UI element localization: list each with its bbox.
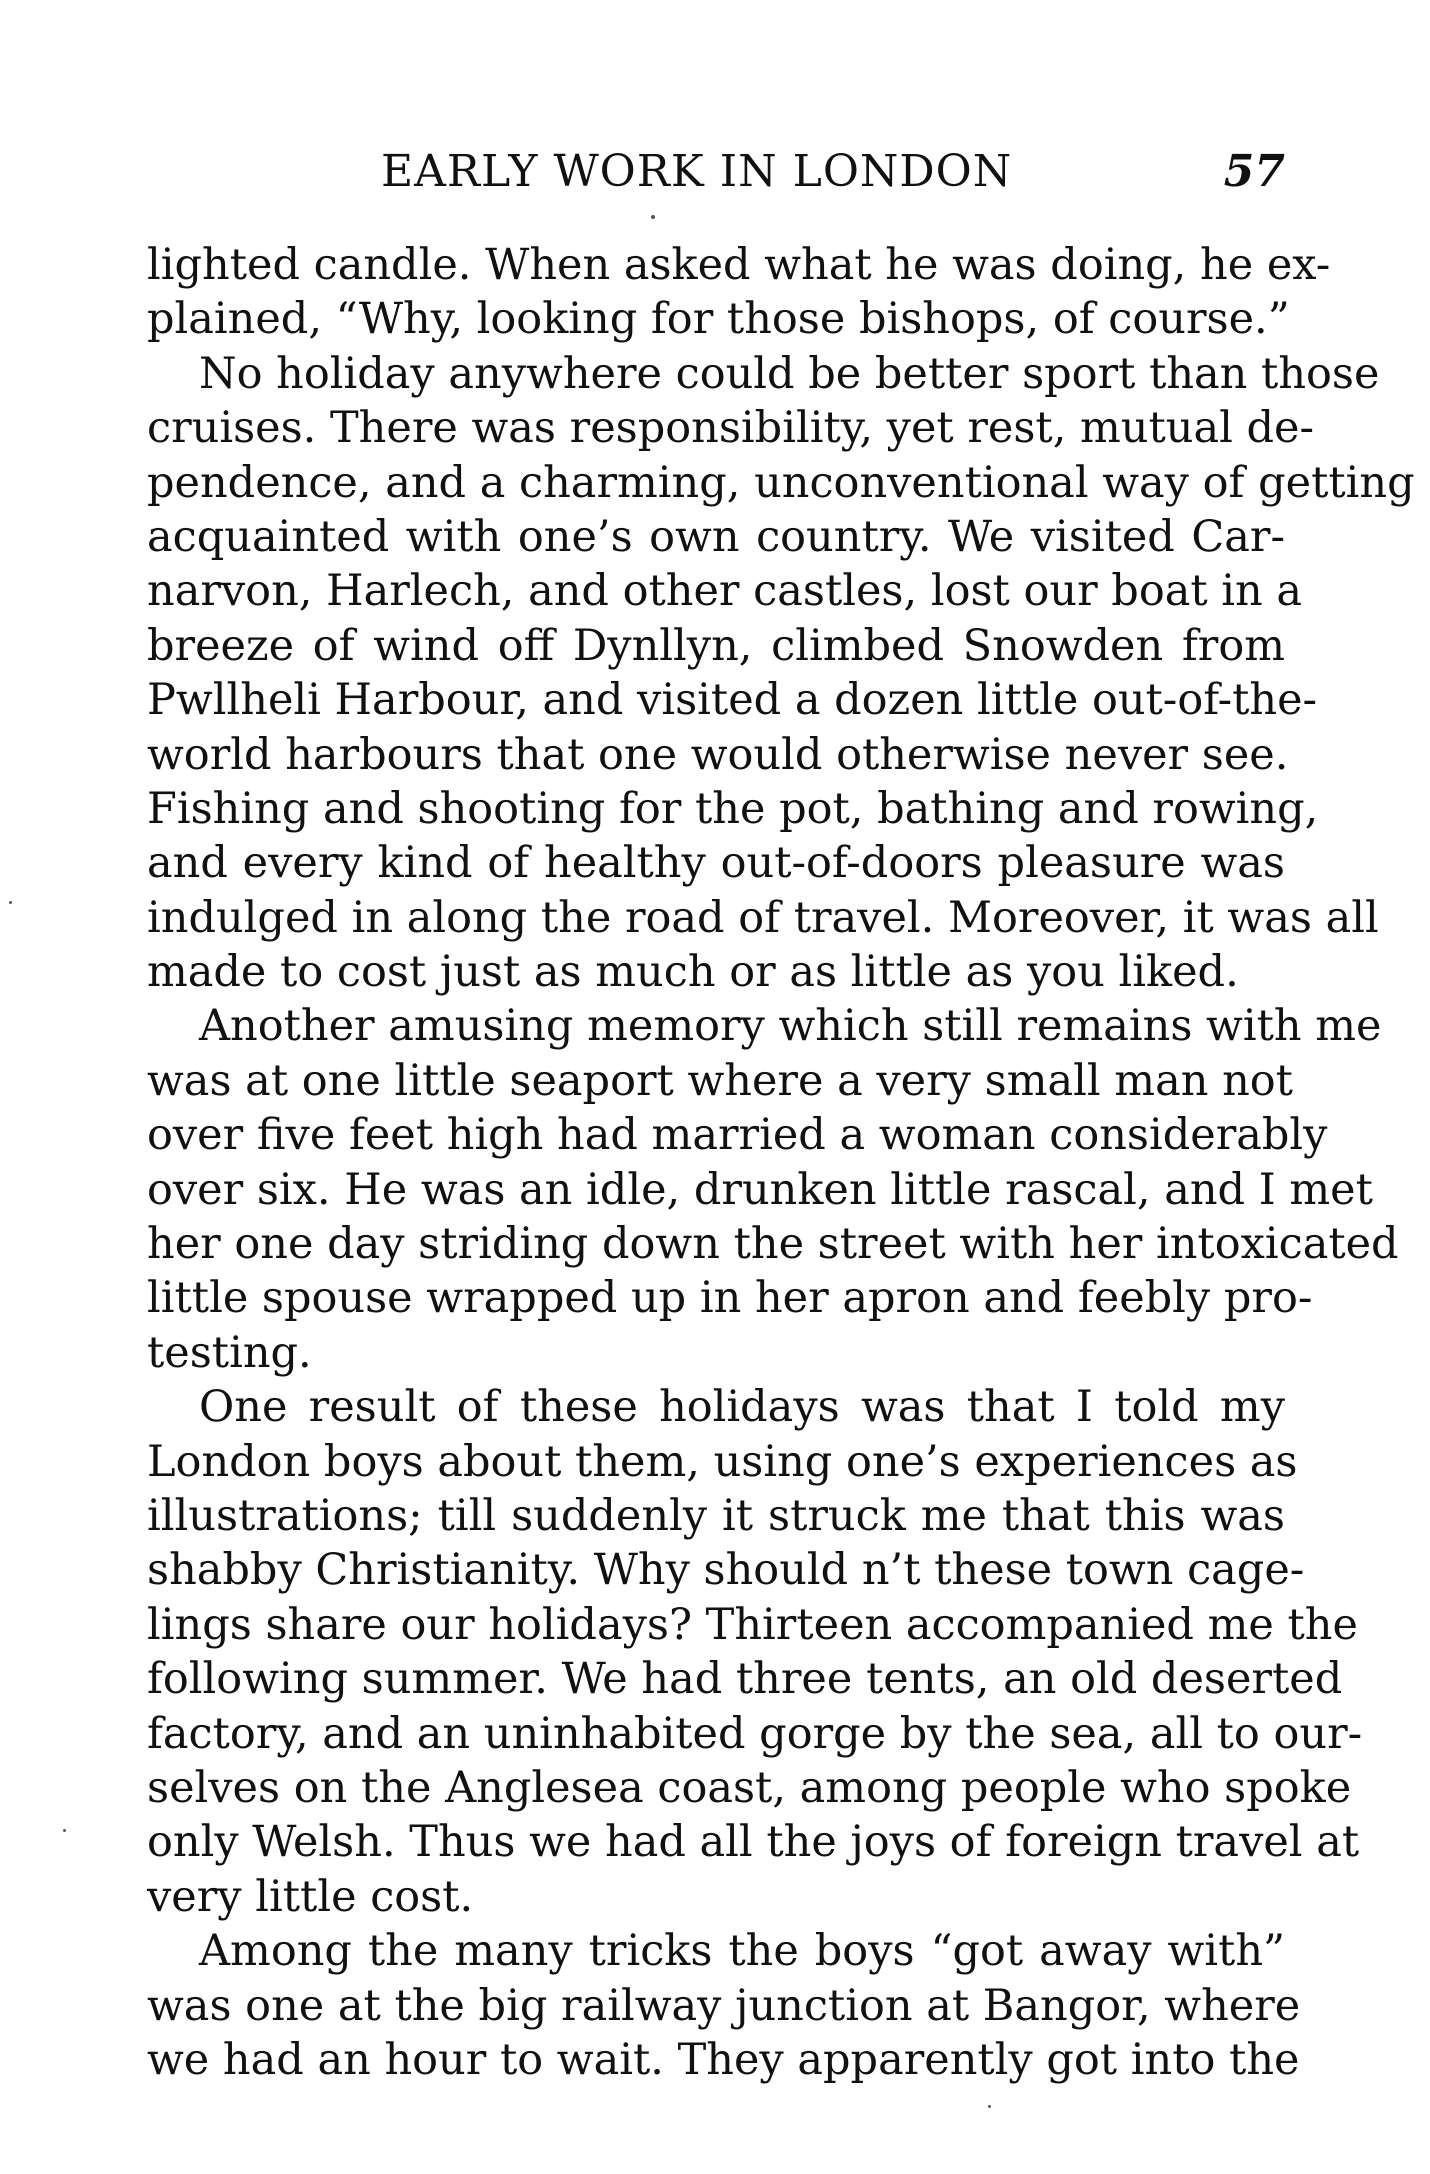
scan-speck <box>988 2105 991 2108</box>
text-line: factory, and an uninhabited gorge by the sea, all to our- <box>147 1708 1363 1759</box>
text-line: plained, “Why, looking for those bishops, of course.” <box>147 294 1290 345</box>
text-line: lighted candle. When asked what he was doing, he ex- <box>147 240 1331 290</box>
text-line: was one at the big railway junction at Bangor, where <box>147 1980 1301 2031</box>
text-line: world harbours that one would otherwise never see. <box>147 729 1289 780</box>
text-line: shabby Christianity. Why should n’t these town cage- <box>147 1545 1305 1596</box>
text-line: testing. <box>147 1327 312 1378</box>
text-line: pendence, and a charming, unconventional way of getting <box>147 457 1415 508</box>
text-line: we had an hour to wait. They apparently got into the <box>147 2034 1300 2085</box>
text-line: was at one little seaport where a very small man not <box>147 1055 1293 1106</box>
text-line: London boys about them, using one’s experiences as <box>147 1436 1298 1487</box>
page-number: 57 <box>1223 146 1285 197</box>
text-line: her one day striding down the street with her intoxicated <box>147 1219 1399 1270</box>
text-line: No holiday anywhere could be better sport than those <box>199 348 1380 399</box>
text-line: and every kind of healthy out-of-doors pleasure was <box>147 838 1285 889</box>
text-line: only Welsh. Thus we had all the joys of foreign travel at <box>147 1817 1360 1868</box>
text-line: acquainted with one’s own country. We visited Car- <box>147 511 1285 562</box>
text-line: selves on the Anglesea coast, among people who spoke <box>147 1762 1352 1813</box>
text-line: Among the many tricks the boys “got away with” <box>199 1926 1285 1977</box>
text-line: over five feet high had married a woman considerably <box>147 1110 1328 1161</box>
text-line: indulged in along the road of travel. Moreover, it was all <box>147 892 1379 943</box>
scan-speck <box>9 901 12 904</box>
body-text <box>147 238 1415 2087</box>
running-head <box>147 146 1285 206</box>
text-line: made to cost just as much or as little as you liked. <box>147 947 1239 998</box>
text-line: following summer. We had three tents, an old deserted <box>147 1654 1343 1705</box>
text-line: cruises. There was responsibility, yet rest, mutual de- <box>147 403 1315 454</box>
text-line: little spouse wrapped up in her apron and feebly pro- <box>147 1273 1313 1324</box>
text-line: Another amusing memory which still remains with me <box>199 1001 1382 1052</box>
scan-speck <box>651 215 655 219</box>
text-line: illustrations; till suddenly it struck me that this was <box>147 1490 1285 1541</box>
text-line: over six. He was an idle, drunken little rascal, and I met <box>147 1164 1373 1215</box>
running-title: EARLY WORK IN LONDON <box>381 146 1013 197</box>
scan-speck <box>63 1829 66 1832</box>
text-line: lings share our holidays? Thirteen accompanied me the <box>147 1599 1358 1650</box>
text-line: breeze of wind off Dynllyn, climbed Snowden from <box>147 620 1285 671</box>
text-line: Fishing and shooting for the pot, bathing and rowing, <box>147 783 1319 834</box>
text-line: very little cost. <box>147 1871 474 1922</box>
text-line: narvon, Harlech, and other castles, lost our boat in a <box>147 566 1303 617</box>
text-line: Pwllheli Harbour, and visited a dozen little out-of-the- <box>147 675 1318 726</box>
text-line: One result of these holidays was that I told my <box>199 1382 1285 1433</box>
